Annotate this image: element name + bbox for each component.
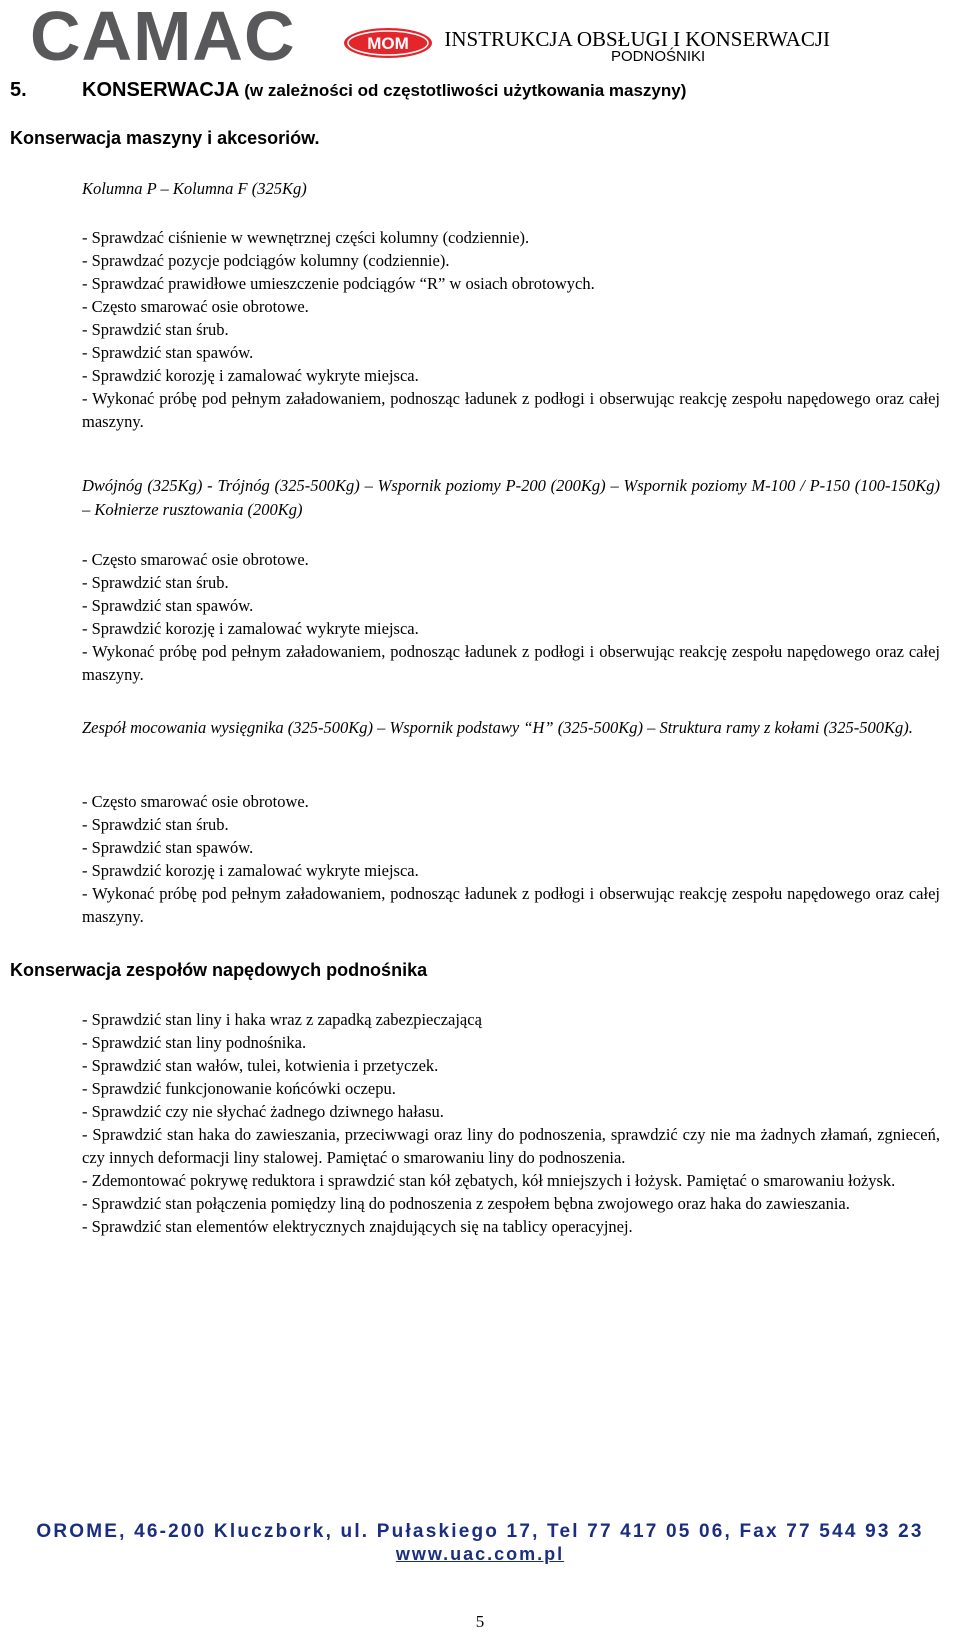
footer-address: OROME, 46-200 Kluczbork, ul. Pułaskiego 17, Tel 77 417 05 06, Fax 77 544 93 23 — [36, 1521, 924, 1542]
list-item: - Sprawdzić korozję i zamalować wykryte miejsca. — [82, 366, 419, 385]
list-item: - Sprawdzić stan śrub. — [82, 573, 229, 592]
list-item: - Sprawdzić stan spawów. — [82, 343, 254, 362]
badge-text: MOM — [367, 34, 409, 53]
list-item: - Sprawdzić stan śrub. — [82, 815, 229, 834]
section-title — [10, 79, 686, 102]
section-title-note: (w zależności od częstotliwości użytkowania maszyny) — [244, 81, 687, 100]
page-header — [0, 0, 960, 75]
section-number: 5. — [10, 79, 27, 101]
list-item: - Wykonać próbę pod pełnym załadowaniem, podnosząc ładunek z podłogi i obserwując reakcję zespołu napędowego oraz całej maszyny. — [82, 884, 940, 926]
list-item: - Sprawdzić stan elementów elektrycznych znajdujących się na tablicy operacyjnej. — [82, 1217, 633, 1236]
list-item: - Zdemontować pokrywę reduktora i sprawdzić stan kół zębatych, kół mniejszych i łożysk. Pamiętać o smarowaniu łożysk. — [82, 1171, 896, 1190]
list-item: - Sprawdzić stan liny i haka wraz z zapadką zabezpieczającą — [82, 1010, 482, 1029]
group3-heading: Zespół mocowania wysięgnika (325-500Kg) – Wspornik podstawy “H” (325-500Kg) – Struktura ramy z kołami (325-500Kg). — [82, 718, 913, 737]
section-title-text: KONSERWACJA — [82, 79, 239, 101]
drive-heading: Konserwacja zespołów napędowych podnośnika — [10, 960, 428, 980]
list-item: - Często smarować osie obrotowe. — [82, 550, 309, 569]
list-item: - Wykonać próbę pod pełnym załadowaniem, podnosząc ładunek z podłogi i obserwując reakcję zespołu napędowego oraz całej maszyny. — [82, 642, 940, 684]
document-subtitle: PODNOŚNIKI — [611, 48, 706, 65]
list-item: - Sprawdzić stan spawów. — [82, 838, 254, 857]
list-item: - Sprawdzać prawidłowe umieszczenie podciągów “R” w osiach obrotowych. — [82, 274, 595, 293]
group1-list — [82, 226, 940, 433]
list-item: - Sprawdzić stan połączenia pomiędzy liną do podnoszenia z zespołem bębna zwojowego oraz haka do zawieszania. — [82, 1194, 850, 1213]
list-item: - Sprawdzać pozycje podciągów kolumny (codziennie). — [82, 251, 450, 270]
group1-heading: Kolumna P – Kolumna F (325Kg) — [82, 179, 307, 198]
mom-badge-icon — [342, 26, 434, 60]
document-title: INSTRUKCJA OBSŁUGI I KONSERWACJI — [444, 27, 830, 51]
machine-heading: Konserwacja maszyny i akcesoriów. — [10, 128, 320, 148]
list-item: - Sprawdzić stan spawów. — [82, 596, 254, 615]
page-number: 5 — [475, 1612, 485, 1631]
footer-website-link[interactable]: www.uac.com.pl — [395, 1544, 565, 1564]
list-item: - Wykonać próbę pod pełnym załadowaniem, podnosząc ładunek z podłogi i obserwując reakcję zespołu napędowego oraz całej maszyny. — [82, 389, 940, 431]
list-item: - Często smarować osie obrotowe. — [82, 297, 309, 316]
list-item: - Sprawdzić korozję i zamalować wykryte miejsca. — [82, 861, 419, 880]
list-item: - Sprawdzić stan haka do zawieszania, przeciwwagi oraz liny do podnoszenia, sprawdzić czy nie ma żadnych złamań, zgnieceń, czy innych deformacji liny stalowej. Pamiętać o smarowaniu liny do podnoszenia. — [82, 1125, 940, 1167]
group2-heading: Dwójnóg (325Kg) - Trójnóg (325-500Kg) – Wspornik poziomy P-200 (200Kg) – Wspornik poziomy M-100 / P-150 (100-150Kg) – Kołnierze rusztowania (200Kg) — [82, 476, 940, 519]
list-item: - Sprawdzić czy nie słychać żadnego dziwnego hałasu. — [82, 1102, 444, 1121]
group4-list — [82, 1008, 940, 1238]
list-item: - Sprawdzić stan wałów, tulei, kotwienia i przetyczek. — [82, 1056, 439, 1075]
group2-list — [82, 548, 940, 686]
list-item: - Sprawdzić stan liny podnośnika. — [82, 1033, 307, 1052]
list-item: - Sprawdzić funkcjonowanie końcówki oczepu. — [82, 1079, 396, 1098]
list-item: - Często smarować osie obrotowe. — [82, 792, 309, 811]
list-item: - Sprawdzać ciśnienie w wewnętrznej części kolumny (codziennie). — [82, 228, 530, 247]
camac-logo — [30, 0, 410, 75]
group3-list — [82, 790, 940, 928]
list-item: - Sprawdzić korozję i zamalować wykryte miejsca. — [82, 619, 419, 638]
list-item: - Sprawdzić stan śrub. — [82, 320, 229, 339]
logo-text: CAMAC — [30, 0, 296, 75]
